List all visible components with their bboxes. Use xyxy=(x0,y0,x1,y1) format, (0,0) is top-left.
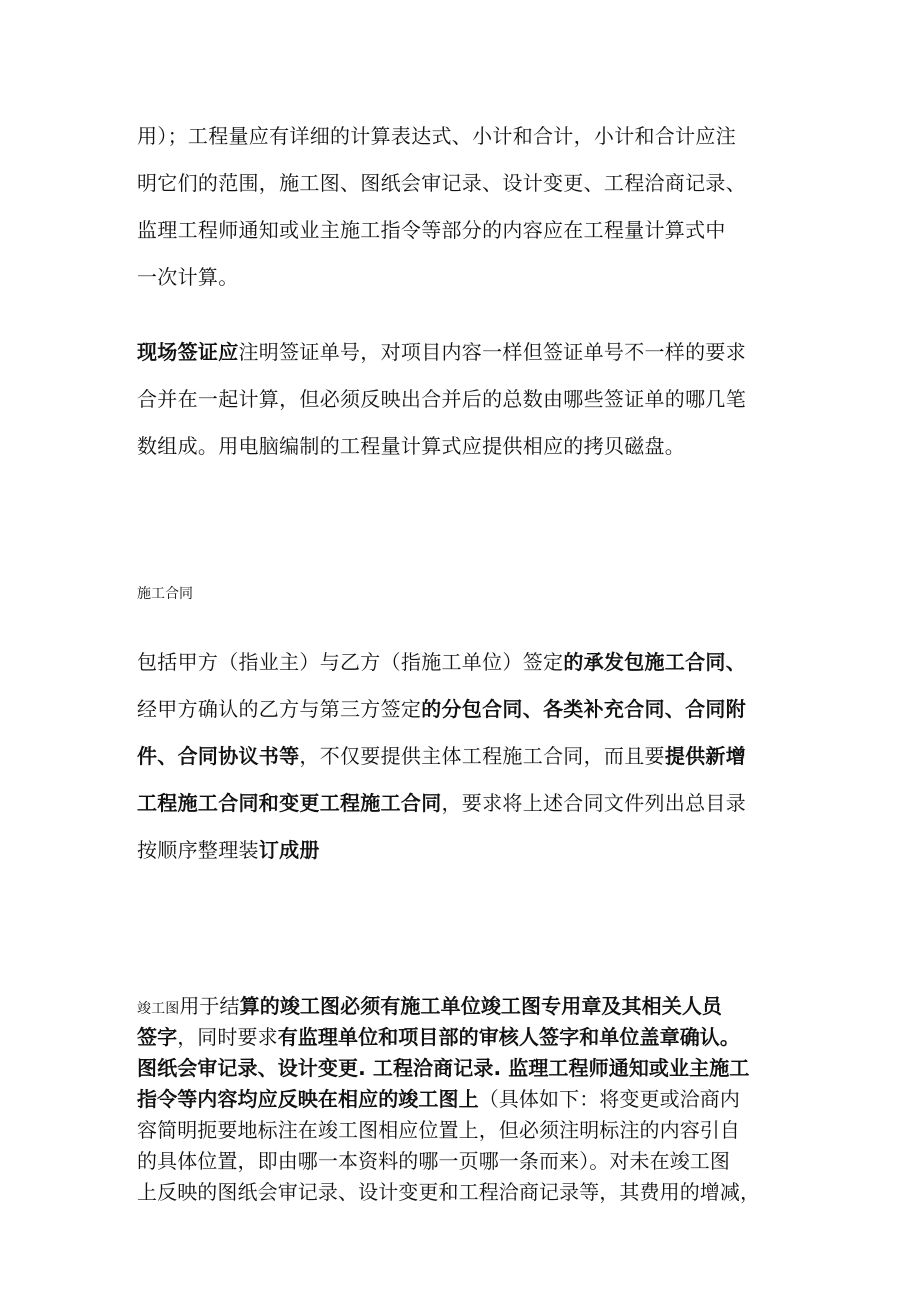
paragraph-line: 容简明扼要地标注在竣工图相应位置上，但必须注明标注的内容引自 xyxy=(137,1118,740,1142)
paragraph-line xyxy=(137,1083,740,1112)
paragraph-line xyxy=(137,990,722,1019)
bold-phrase: 现场签证应 xyxy=(137,340,239,364)
paragraph-line: 明它们的范围，施工图、图纸会审记录、设计变更、工程洽商记录、 xyxy=(137,171,746,195)
text-run: 包括甲方（指业主）与乙方（指施工单位）签定 xyxy=(137,650,564,674)
bold-phrase: 提供新增 xyxy=(664,744,747,768)
text-run: 按顺序整理装 xyxy=(137,838,259,862)
paragraph-line xyxy=(137,1052,749,1081)
paragraph-line: 数组成。用电脑编制的工程量计算式应提供相应的拷贝磁盘。 xyxy=(137,434,686,458)
bold-phrase: 的承发包施工合同、 xyxy=(563,650,747,674)
paragraph-line xyxy=(137,834,320,863)
paragraph-line xyxy=(137,646,746,675)
paragraph-line xyxy=(137,693,746,722)
bold-phrase: 的分包合同、各类补充合同、合同附 xyxy=(421,697,747,721)
paragraph-line xyxy=(137,336,746,365)
text-run: ，要求将上述合同文件列出总目录 xyxy=(441,791,746,815)
bold-phrase: 工程施工合同和变更工程施工合同 xyxy=(137,791,442,815)
bold-phrase: 订成册 xyxy=(258,838,320,862)
paragraph-line: 监理工程师通知或业主施工指令等部分的内容应在工程量计算式中 xyxy=(137,218,726,242)
inline-label: 竣工图 xyxy=(137,1001,180,1017)
bold-phrase: 有监理单位和项目部的审核人签字和单位盖章确认。 xyxy=(277,1025,741,1049)
text-run: 用于结 xyxy=(179,994,240,1018)
paragraph-line xyxy=(137,1021,740,1050)
bold-phrase: 指令等内容均应反映在相应的竣工图上 xyxy=(137,1087,479,1111)
text-run: 注明签证单号，对项目内容一样但签证单号不一样的要求 xyxy=(238,340,746,364)
bold-phrase: 算的竣工图必须有施工单位竣工图专用章及其相关人员 xyxy=(239,994,723,1018)
bold-phrase: 件、合同协议书等 xyxy=(137,744,300,768)
paragraph-line: 用）；工程量应有详细的计算表达式、小计和合计，小计和合计应注 xyxy=(137,124,736,148)
text-run: （具体如下：将变更或洽商内 xyxy=(478,1087,741,1111)
text-run: ，不仅要提供主体工程施工合同，而且要 xyxy=(299,744,665,768)
section-heading: 施工合同 xyxy=(137,586,193,602)
paragraph-line xyxy=(137,740,746,769)
text-run: 经甲方确认的乙方与第三方签定 xyxy=(137,697,422,721)
paragraph-line xyxy=(137,787,746,816)
paragraph-line: 上反映的图纸会审记录、设计变更和工程洽商记录等，其费用的增减， xyxy=(137,1180,761,1204)
text-run: ，同时要求 xyxy=(177,1025,278,1049)
bold-phrase: 签字 xyxy=(137,1025,178,1049)
paragraph-line: 的具体位置，即由哪一本资料的哪一页哪一条而来）。对未在竣工图 xyxy=(137,1149,730,1173)
bold-phrase: 图纸会审记录、设计变更. 工程洽商记录. 监理工程师通知或业主施工 xyxy=(137,1056,750,1080)
paragraph-line: 一次计算。 xyxy=(137,265,239,289)
paragraph-line: 合并在一起计算，但必须反映出合并后的总数由哪些签证单的哪几笔 xyxy=(137,387,746,411)
